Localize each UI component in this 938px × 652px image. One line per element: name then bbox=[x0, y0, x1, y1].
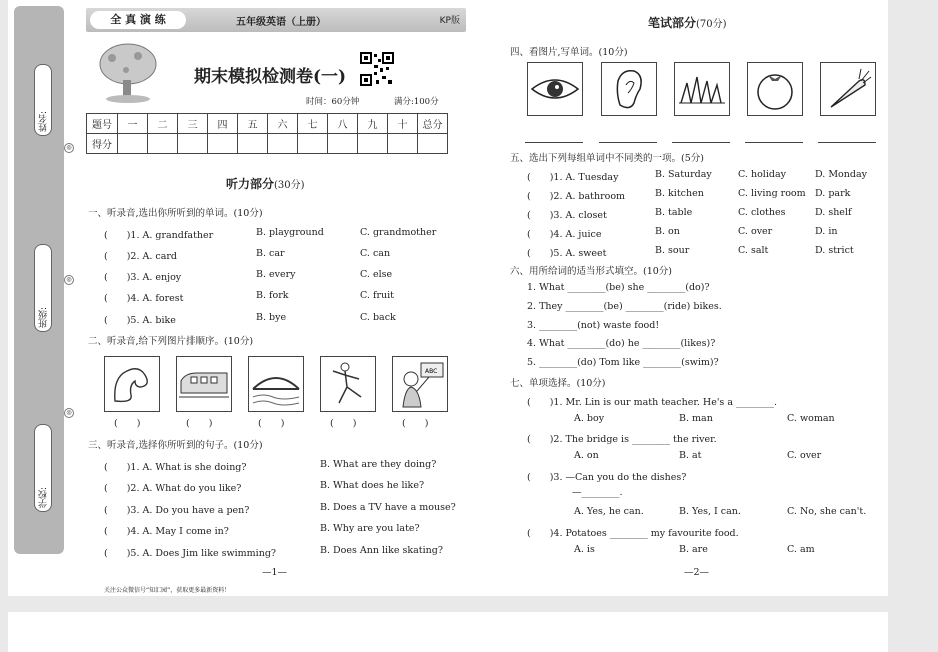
tomato-picture bbox=[747, 62, 803, 116]
writing-title: 笔试部分(70分) bbox=[648, 16, 727, 30]
list-item[interactable]: 4. What ________(do) he ________(likes)? bbox=[527, 338, 716, 349]
binding-hole-icon: ◎ bbox=[64, 275, 74, 285]
score-cell[interactable] bbox=[208, 134, 238, 154]
binding-hole-icon: ◎ bbox=[64, 143, 74, 153]
list-item[interactable]: ( )1. A. grandfather bbox=[104, 230, 214, 241]
footer-note: 关注公众微信号“知汇园”，获取更多最新资料！ bbox=[104, 587, 231, 594]
page-number: —2— bbox=[684, 567, 710, 578]
list-item[interactable]: ( )2. A. bathroom bbox=[527, 191, 626, 202]
list-item[interactable]: ( )1. Mr. Lin is our math teacher. He's a ________. bbox=[527, 397, 778, 408]
arm-muscle-picture bbox=[104, 356, 160, 412]
list-item[interactable]: ( )5. A. Does Jim like swimming? bbox=[104, 548, 276, 559]
list-item[interactable]: ( )4. A. juice bbox=[527, 229, 602, 240]
binding-sidebar bbox=[14, 6, 64, 554]
carrot-picture bbox=[820, 62, 876, 116]
answer-blank[interactable] bbox=[672, 142, 730, 143]
list-item[interactable]: 1. What ________(be) she ________(do)? bbox=[527, 282, 710, 293]
score-cell[interactable] bbox=[178, 134, 208, 154]
list-item[interactable]: ( )5. A. sweet bbox=[527, 248, 607, 259]
page-header bbox=[86, 8, 466, 32]
list-item[interactable]: ( )2. A. What do you like? bbox=[104, 483, 242, 494]
order-answer[interactable]: ( ) bbox=[402, 418, 429, 429]
list-item[interactable]: ( )3. A. enjoy bbox=[104, 272, 182, 283]
order-answer[interactable]: ( ) bbox=[186, 418, 213, 429]
list-item[interactable]: ( )3. A. closet bbox=[527, 210, 607, 221]
listening-title: 听力部分(30分) bbox=[226, 177, 305, 191]
list-item[interactable]: ( )5. A. bike bbox=[104, 315, 176, 326]
list-item[interactable]: ( )3. A. Do you have a pen? bbox=[104, 505, 250, 516]
score-cell[interactable] bbox=[418, 134, 448, 154]
page-number: —1— bbox=[262, 567, 288, 578]
list-item[interactable]: ( )1. A. Tuesday bbox=[527, 172, 619, 183]
ear-picture bbox=[601, 62, 657, 116]
score-cell[interactable] bbox=[328, 134, 358, 154]
section-1-title: 一、听录音,选出你所听到的单词。(10分) bbox=[88, 208, 263, 219]
answer-blank[interactable] bbox=[818, 142, 876, 143]
score-cell[interactable] bbox=[268, 134, 298, 154]
order-answer[interactable]: ( ) bbox=[330, 418, 357, 429]
score-cell[interactable] bbox=[118, 134, 148, 154]
list-item[interactable]: ( )4. A. May I come in? bbox=[104, 526, 229, 537]
skater-picture bbox=[320, 356, 376, 412]
binding-hole-icon: ◎ bbox=[64, 408, 74, 418]
list-item[interactable]: 5. ________(do) Tom like ________(swim)? bbox=[527, 357, 719, 368]
score-cell[interactable] bbox=[358, 134, 388, 154]
section-5-title: 五、选出下列每组单词中不同类的一项。(5分) bbox=[510, 153, 704, 164]
section-7-title: 七、单项选择。(10分) bbox=[510, 378, 606, 389]
section-6-title: 六、用所给词的适当形式填空。(10分) bbox=[510, 266, 673, 277]
score-cell[interactable] bbox=[238, 134, 268, 154]
svg-text:ABC: ABC bbox=[425, 368, 438, 375]
class-field[interactable]: 班级: bbox=[34, 244, 52, 332]
eye-picture bbox=[527, 62, 583, 116]
list-item[interactable]: ( )4. A. forest bbox=[104, 293, 184, 304]
teacher-picture bbox=[392, 356, 448, 412]
score-table: 题号 一 二 三 四 五 六 七 八 九 十 总分 得分 bbox=[86, 113, 448, 154]
list-item[interactable]: 3. ________(not) waste food! bbox=[527, 320, 660, 331]
school-field[interactable]: 学校: bbox=[34, 424, 52, 512]
edition-label: KP版 bbox=[439, 16, 460, 26]
list-item[interactable]: ( )2. The bridge is ________ the river. bbox=[527, 434, 717, 445]
section-2-title: 二、听录音,给下列图片排顺序。(10分) bbox=[88, 336, 254, 347]
bridge-picture bbox=[248, 356, 304, 412]
section-3-title: 三、听录音,选择你所听到的句子。(10分) bbox=[88, 440, 263, 451]
next-page-preview bbox=[8, 612, 888, 652]
list-item[interactable]: ( )2. A. card bbox=[104, 251, 178, 262]
header-title: 五年级英语（上册） bbox=[236, 17, 326, 28]
score-cell[interactable] bbox=[298, 134, 328, 154]
answer-blank[interactable] bbox=[599, 142, 657, 143]
grass-picture bbox=[674, 62, 730, 116]
order-answer[interactable]: ( ) bbox=[114, 418, 141, 429]
list-item[interactable]: 2. They ________(be) ________(ride) bikes. bbox=[527, 301, 722, 312]
answer-blank[interactable] bbox=[745, 142, 803, 143]
tree-illustration bbox=[92, 40, 164, 104]
list-item[interactable]: ( )3. —Can you do the dishes? bbox=[527, 472, 687, 483]
exam-title: 期末模拟检测卷(一) bbox=[194, 67, 347, 87]
time-label: 时间：60分钟 bbox=[306, 97, 360, 107]
score-label: 满分:100分 bbox=[394, 97, 439, 107]
answer-blank[interactable] bbox=[525, 142, 583, 143]
name-field[interactable]: 姓名: bbox=[34, 64, 52, 136]
qr-code-icon[interactable] bbox=[360, 52, 394, 86]
exam-page: 姓名: 班级: 学校: ◎ ◎ ◎ 全 真 演 练 五年级英语（上册） KP版 期末模拟检测卷(一) 时间：60分钟 满分:100分 题号 一 二 三 四 五 六 七 八 九 十 总分 得分 听力部分(30分) 一、听录音,选出你所听到的单词。(10分) ( )1. A. grandfather B. playground C. grandmother ( )2. A. card B. car C. can ( )3. A. enjoy B. every C. else ( )4. A. forest B. fork C. fruit ( )5. A. bike B. bye C. back 二、听录音,给下列图片排顺序。(10分) ABC ( ) ( ) ( ) ( ) ( ) 三、听录音,选择你所听到的句子。(10分) ( )1. A. What is she doing? B. What are they doing? ( )2. A. What do you like? B. What does he like? ( )3. A. Do you have a pen? B. Does a TV have a mouse? ( )4. A. May I come in? B. Why are you late? ( )5. A. Does Jim like swimming? B. Does Ann like skating? —1— 关注公众微信号“知汇园”，获取更多最新资料！ 笔试部分(70分) 四、看图片,写单词。(10分) 五、选出下列每组单词中不同类的一项。(5分) ( )1. A. Tuesday B. Saturday C. holiday D. Monday ( )2. A. bathroom B. kitchen C. living room D. park ( )3. A. closet B. table C. clothes D. shelf ( )4. A. juice B. on C. over D. in ( )5. A. sweet B. sour C. salt D. strict 六、用所给词的适当形式填空。(10分) 1. What ________(be) she ________(do)? 2. They ________(be) ________(ride) bikes. 3. ________(not) waste food! 4. What ________(do) he ________(likes)? 5. ________(do) Tom like ________(swim)? 七、单项选择。(10分) ( )1. Mr. Lin is our math teacher. He's a ________. A. boy B. man C. woman ( )2. The bridge is ________ the river. A. on B. at C. over ( )3. —Can you do the dishes? —________. A. Yes, he can. B. Yes, I can. C. No, she can't. ( )4. Potatoes ________ my favourite food. A. is B. are C. am —2— bbox=[8, 0, 888, 596]
list-item[interactable]: ( )1. A. What is she doing? bbox=[104, 462, 247, 473]
list-item[interactable]: ( )4. Potatoes ________ my favourite food. bbox=[527, 528, 739, 539]
order-answer[interactable]: ( ) bbox=[258, 418, 285, 429]
brand-logo: 全 真 演 练 bbox=[90, 11, 186, 29]
section-4-title: 四、看图片,写单词。(10分) bbox=[510, 47, 628, 58]
score-cell[interactable] bbox=[388, 134, 418, 154]
train-picture bbox=[176, 356, 232, 412]
score-cell[interactable] bbox=[148, 134, 178, 154]
